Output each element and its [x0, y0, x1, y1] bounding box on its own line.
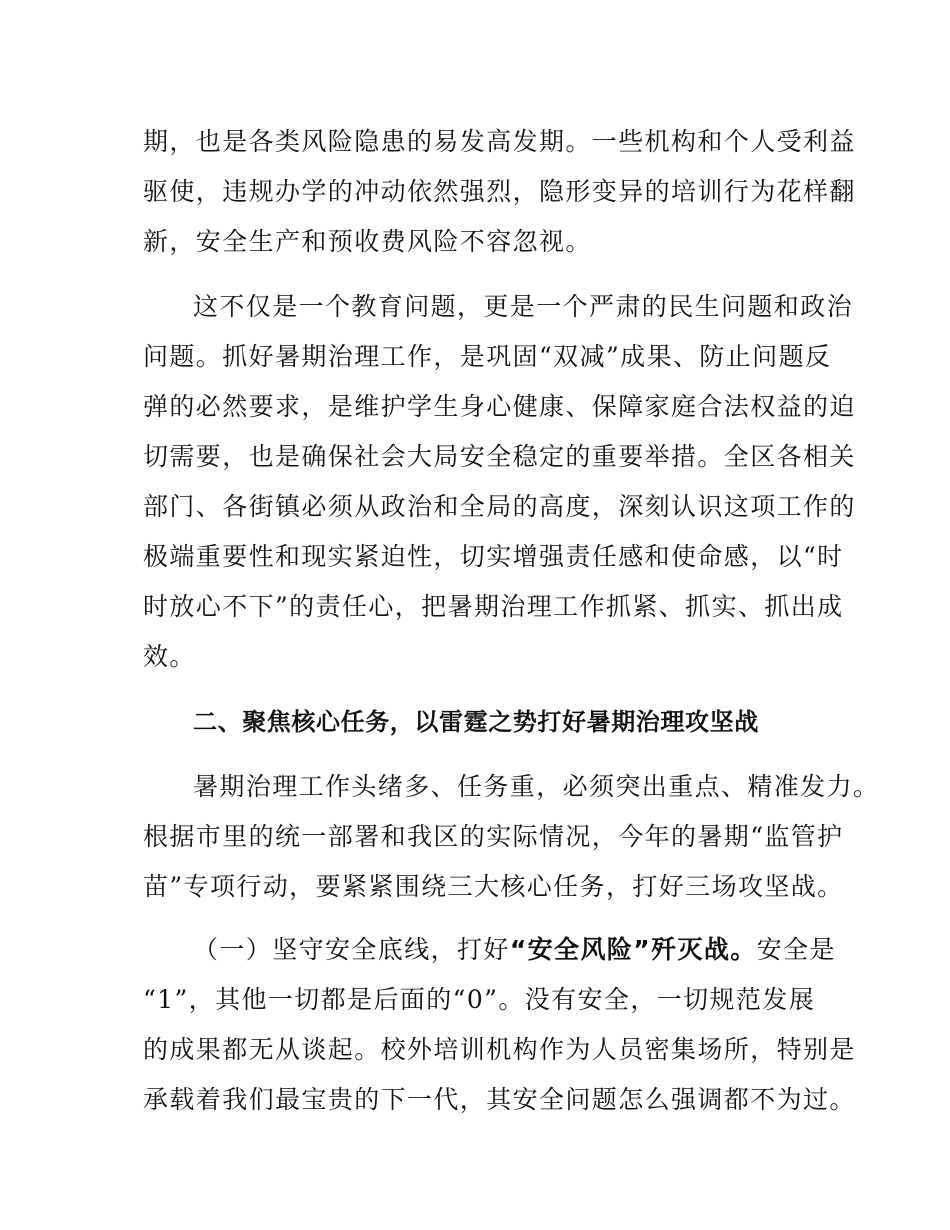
paragraph-3-line-1: 暑期治理工作头绪多、任务重，必须突出重点、精准发力。 — [193, 772, 880, 801]
paragraph-2-line-2: 问题。抓好暑期治理工作，是巩固“双减”成果、防止问题反 — [143, 342, 832, 371]
paragraph-4-line-1 — [193, 930, 836, 970]
paragraph-2-line-3: 弹的必然要求，是维护学生身心健康、保障家庭合法权益的迫 — [143, 392, 856, 421]
paragraph-2-line-5: 部门、各街镇必须从政治和全局的高度，深刻认识这项工作的 — [143, 492, 856, 521]
paragraph-3-line-3: 苗”专项行动，要紧紧围绕三大核心任务，打好三场攻坚战。 — [143, 872, 844, 901]
paragraph-4-line-4: 承载着我们最宝贵的下一代，其安全问题怎么强调都不为过。 — [143, 1085, 856, 1114]
paragraph-2-line-4: 切需要，也是确保社会大局安全稳定的重要举措。全区各相关 — [143, 442, 856, 471]
paragraph-1-line-1: 期，也是各类风险隐患的易发高发期。一些机构和个人受利益 — [143, 127, 856, 156]
paragraph-2-line-1: 这不仅是一个教育问题，更是一个严肃的民生问题和政治 — [193, 292, 854, 321]
paragraph-1-line-3: 新，安全生产和预收费风险不容忽视。 — [143, 227, 592, 256]
paragraph-4-prefix: （一）坚守安全底线，打好 — [193, 935, 510, 964]
paragraph-4-line-2: “1”，其他一切都是后面的“0”。没有安全，一切规范发展 — [143, 985, 816, 1014]
paragraph-2-line-7: 时放心不下”的责任心，把暑期治理工作抓紧、抓实、抓出成 — [143, 592, 844, 621]
paragraph-4-bold-phrase: “安全风险”歼灭战。 — [509, 935, 757, 964]
section-heading: 二、聚焦核心任务，以雷霆之势打好暑期治理攻坚战 — [193, 708, 759, 736]
paragraph-3-line-2: 根据市里的统一部署和我区的实际情况，今年的暑期“监管护 — [143, 822, 844, 851]
paragraph-1-line-2: 驱使，违规办学的冲动依然强烈，隐形变异的培训行为花样翻 — [143, 177, 856, 206]
paragraph-2-line-6: 极端重要性和现实紧迫性，切实增强责任感和使命感，以“时 — [143, 542, 844, 571]
paragraph-4-suffix: 安全是 — [756, 935, 836, 964]
paragraph-2-line-8: 效。 — [143, 642, 196, 671]
paragraph-4-line-3: 的成果都无从谈起。校外培训机构作为人员密集场所，特别是 — [143, 1035, 856, 1064]
